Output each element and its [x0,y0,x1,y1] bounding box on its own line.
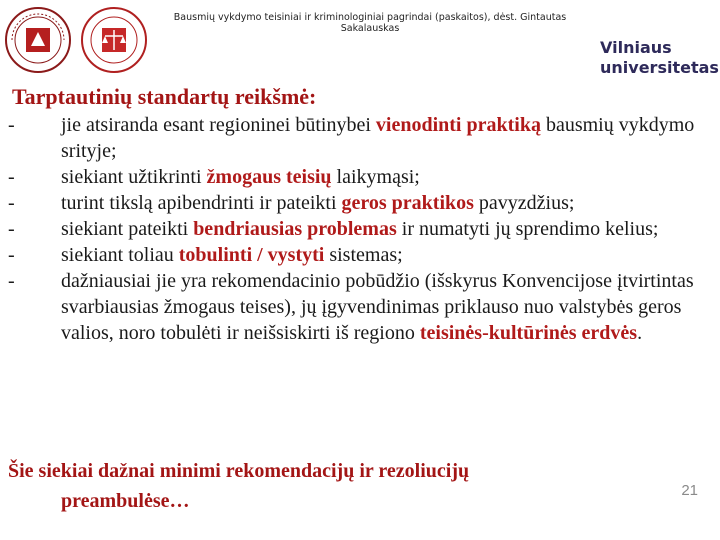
bullet-dash: - [8,192,15,214]
faculty-of-law-logo [80,6,148,74]
slide-title: Tarptautinių standartų reikšmė: [12,84,317,109]
university-seal-icon [4,6,72,74]
closing-statement [8,456,708,516]
bullet-list [8,112,708,346]
closing-line-2: preambulėse… [61,490,190,512]
bullet-text [61,268,708,346]
body-text: siekiant toliau [61,244,179,266]
emphasis-text: žmogaus teisių [206,166,332,188]
bullet-text [61,112,708,164]
bullet-dash: - [8,114,15,136]
bullet-item [8,268,708,346]
body-text: pavyzdžius; [473,192,575,214]
body-text: dažniausiai jie yra rekomendacinio pobūdžio (išskyrus Konvencijose įtvirtintas svarbiausias žmogaus teises), jų įgyvendinimas priklauso nuo valstybės geros valios, noro tobulėti ir neišsiskirti iš regiono [61,270,694,344]
bullet-item [8,242,708,268]
body-text: siekiant pateikti [61,218,194,240]
bullet-dash: - [8,218,15,240]
body-text: ir numatyti jų sprendimo kelius; [396,218,659,240]
bullet-text [61,190,708,216]
bullet-text [61,164,708,190]
body-text: turint tikslą apibendrinti ir pateikti [61,192,342,214]
emphasis-text: vienodinti praktiką [375,114,541,136]
emphasis-text: teisinės-kultūrinės erdvės [419,322,638,344]
bullet-dash: - [8,166,15,188]
bullet-item [8,190,708,216]
bullet-item [8,164,708,190]
emphasis-text: tobulinti / vystyti [178,244,325,266]
bullet-item [8,216,708,242]
bullet-dash: - [8,270,15,292]
bullet-text [61,216,708,242]
bullet-text [61,242,708,268]
brand-line-1: Vilniaus [600,38,672,57]
bullet-dash: - [8,244,15,266]
body-text: sistemas; [324,244,403,266]
vilnius-university-logo [4,6,72,74]
body-text: . [637,322,643,344]
brand-wordmark [600,38,719,78]
emphasis-text: geros praktikos [341,192,474,214]
page-number: 21 [681,482,698,499]
body-text: laikymąsi; [331,166,420,188]
body-text: siekiant užtikrinti [61,166,207,188]
law-faculty-seal-icon [80,6,148,74]
emphasis-text: bendriausias problemas [193,218,397,240]
body-text: bausmių vykdymo srityje; [61,114,695,162]
header-caption: Bausmių vykdymo teisiniai ir kriminologiniai pagrindai (paskaitos), dėst. Gintautas Sakalauskas [173,12,567,34]
bullet-item [8,112,708,164]
brand-line-2: universitetas [600,58,719,77]
closing-line-1: Šie siekiai dažnai minimi rekomendacijų ir rezoliucijų [8,460,470,482]
body-text: jie atsiranda esant regioninei būtinybei [61,114,376,136]
